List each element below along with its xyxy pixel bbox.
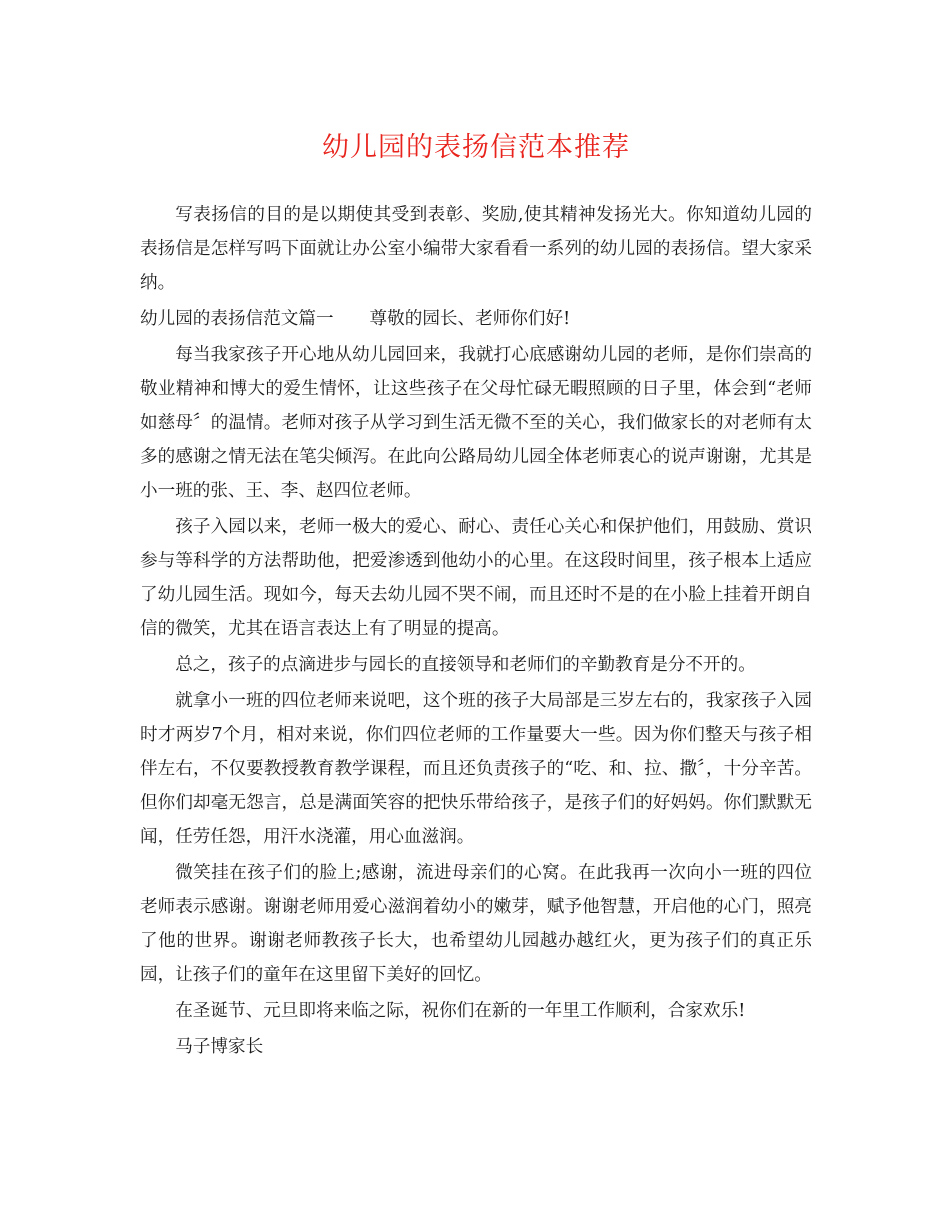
body-paragraph-4: 就拿小一班的四位老师来说吧，这个班的孩子大局部是三岁左右的，我家孩子入园时才两岁7个月，相对来说，你们四位老师的工作量要大一些。因为你们整天与孩子相伴左右，不仅要教授教育教学课程，而且还负责孩子的“吃、和、拉、撒〞，十分辛苦。但你们却毫无怨言，总是满面笑容的把快乐带给孩子，是孩子们的好妈妈。你们默默无闻，任劳任怨，用汗水浇灌，用心血滋润。 xyxy=(140,691,812,847)
salutation: 尊敬的园长、老师你们好! xyxy=(369,309,571,329)
section-heading: 幼儿园的表扬信范文篇一 xyxy=(140,309,334,329)
body-paragraph-5: 微笑挂在孩子们的脸上;感谢，流进母亲们的心窝。在此我再一次向小一班的四位老师表示感谢。谢谢老师用爱心滋润着幼小的嫩芽，赋予他智慧，开启他的心门，照亮了他的世界。谢谢老师教孩子长大，也希望幼儿园越办越红火，更为孩子们的真正乐园，让孩子们的童年在这里留下美好的回忆。 xyxy=(140,863,812,985)
intro-paragraph: 写表扬信的目的是以期使其受到表彰、奖励,使其精神发扬光大。你知道幼儿园的表扬信是怎样写吗下面就让办公室小编带大家看看一系列的幼儿园的表扬信。望大家采纳。 xyxy=(140,205,812,293)
body-paragraph-2: 孩子入园以来，老师一极大的爱心、耐心、责任心关心和保护他们，用鼓励、赏识参与等科学的方法帮助他，把爱渗透到他幼小的心里。在这段时间里，孩子根本上适应了幼儿园生活。现如今，每天去幼儿园不哭不闹，而且还时不是的在小脸上挂着开朗自信的微笑，尤其在语言表达上有了明显的提高。 xyxy=(140,517,812,639)
document-page xyxy=(140,128,812,1066)
document-title: 幼儿园的表扬信范本推荐 xyxy=(322,132,630,163)
body-paragraph-1: 每当我家孩子开心地从幼儿园回来，我就打心底感谢幼儿园的老师，是你们崇高的敬业精神和博大的爱生情怀，让这些孩子在父母忙碌无暇照顾的日子里，体会到“老师如慈母〞的温情。老师对孩子从学习到生活无微不至的关心，我们做家长的对老师有太多的感谢之情无法在笔尖倾泻。在此向公路局幼儿园全体老师衷心的说声谢谢，尤其是小一班的张、王、李、赵四位老师。 xyxy=(140,345,812,501)
body-paragraph-3: 总之，孩子的点滴进步与园长的直接领导和老师们的辛勤教育是分不开的。 xyxy=(175,655,756,675)
section-heading-line xyxy=(140,302,812,336)
body-paragraph-6: 在圣诞节、元旦即将来临之际，祝你们在新的一年里工作顺利，合家欢乐! xyxy=(175,1001,746,1021)
signature: 马子博家长 xyxy=(175,1037,264,1057)
